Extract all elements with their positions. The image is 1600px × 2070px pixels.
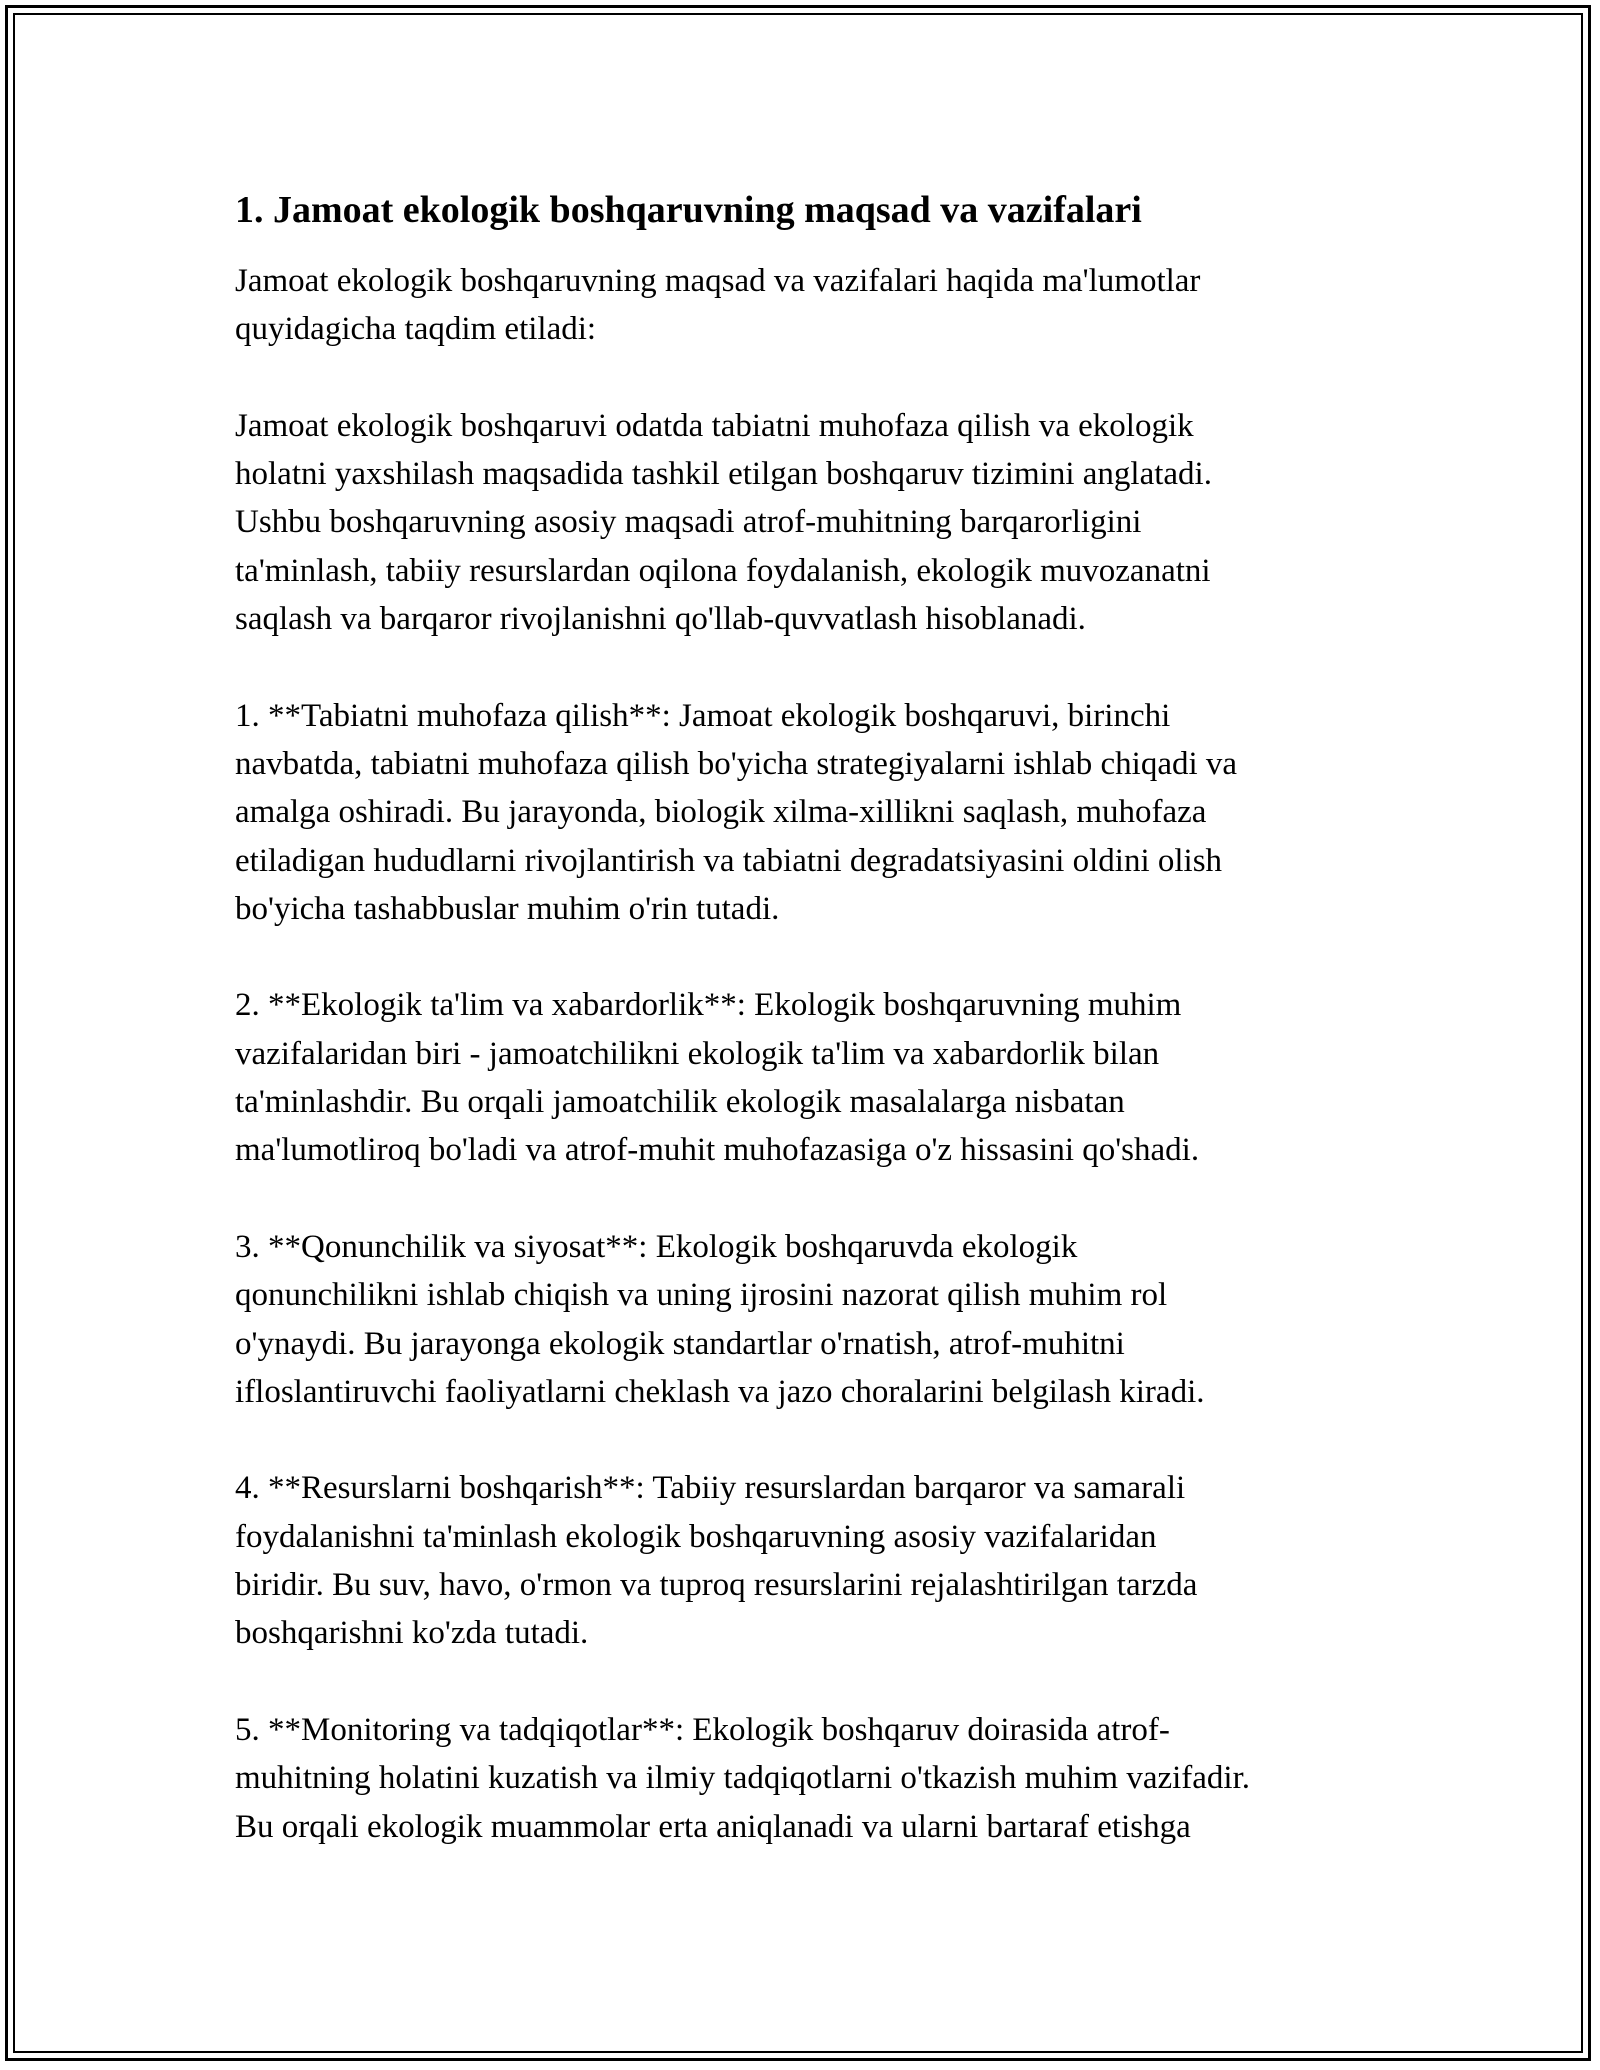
text-line: ifloslantiruvchi faoliyatlarni cheklash va jazo choralarini belgilash kiradi.	[235, 1373, 1205, 1410]
text-line: quyidagicha taqdim etiladi:	[235, 311, 597, 348]
text-line: foydalanishni ta'minlash ekologik boshqaruvning asosiy vazifalaridan	[235, 1518, 1157, 1555]
text-line: 3. **Qonunchilik va siyosat**: Ekologik boshqaruvda ekologik	[235, 1228, 1078, 1265]
text-line: Jamoat ekologik boshqaruvning maqsad va vazifalari haqida ma'lumotlar	[235, 263, 1201, 299]
text-line: ma'lumotliroq bo'ladi va atrof-muhit muhofazasiga o'z hissasini qo'shadi.	[235, 1132, 1200, 1169]
text-line: navbatda, tabiatni muhofaza qilish bo'yicha strategiyalarni ishlab chiqadi va	[235, 745, 1238, 782]
text-line: saqlash va barqaror rivojlanishni qo'llab-quvvatlash hisoblanadi.	[235, 601, 1086, 638]
list-item-legislation-policy	[235, 1223, 1385, 1416]
text-line: Bu orqali ekologik muammolar erta aniqlanadi va ularni bartaraf etishga	[235, 1808, 1191, 1845]
list-item-monitoring-research	[235, 1706, 1385, 1851]
text-line: ta'minlashdir. Bu orqali jamoatchilik ekologik masalalarga nisbatan	[235, 1084, 1125, 1121]
text-line: boshqarishni ko'zda tutadi.	[235, 1615, 589, 1652]
text-line: bo'yicha tashabbuslar muhim o'rin tutadi.	[235, 890, 780, 927]
overview-paragraph	[235, 402, 1385, 643]
text-line: vazifalaridan biri - jamoatchilikni ekologik ta'lim va xabardorlik bilan	[235, 1035, 1160, 1072]
list-item-ecological-education	[235, 981, 1385, 1174]
text-line: 5. **Monitoring va tadqiqotlar**: Ekologik boshqaruv doirasida atrof-	[235, 1711, 1170, 1748]
text-line: ta'minlash, tabiiy resurslardan oqilona foydalanish, ekologik muvozanatni	[235, 552, 1211, 589]
text-line: etiladigan hududlarni rivojlantirish va tabiatni degradatsiyasini oldini olish	[235, 842, 1223, 879]
text-line: Ushbu boshqaruvning asosiy maqsadi atrof-muhitning barqarorligini	[235, 504, 1142, 541]
text-line: qonunchilikni ishlab chiqish va uning ijrosini nazorat qilish muhim rol	[235, 1277, 1168, 1314]
text-line: amalga oshiradi. Bu jarayonda, biologik xilma-xillikni saqlash, muhofaza	[235, 794, 1207, 831]
text-line: Jamoat ekologik boshqaruvi odatda tabiatni muhofaza qilish va ekologik	[235, 407, 1194, 444]
text-line: biridir. Bu suv, havo, o'rmon va tuproq resurslarini rejalashtirilgan tarzda	[235, 1567, 1198, 1604]
intro-paragraph	[235, 257, 1385, 354]
text-line: muhitning holatini kuzatish va ilmiy tadqiqotlarni o'tkazish muhim vazifadir.	[235, 1760, 1251, 1797]
list-item-resource-management	[235, 1464, 1385, 1657]
document-body	[235, 185, 1385, 1899]
document-title: 1. Jamoat ekologik boshqaruvning maqsad va vazifalari	[235, 189, 1142, 231]
text-line: o'ynaydi. Bu jarayonga ekologik standartlar o'rnatish, atrof-muhitni	[235, 1325, 1125, 1362]
text-line: 4. **Resurslarni boshqarish**: Tabiiy resurslardan barqaror va samarali	[235, 1470, 1186, 1507]
text-line: 1. **Tabiatni muhofaza qilish**: Jamoat ekologik boshqaruvi, birinchi	[235, 697, 1171, 734]
text-line: holatni yaxshilash maqsadida tashkil etilgan boshqaruv tizimini anglatadi.	[235, 456, 1212, 493]
list-item-nature-protection	[235, 692, 1385, 933]
text-line: 2. **Ekologik ta'lim va xabardorlik**: Ekologik boshqaruvning muhim	[235, 987, 1182, 1024]
